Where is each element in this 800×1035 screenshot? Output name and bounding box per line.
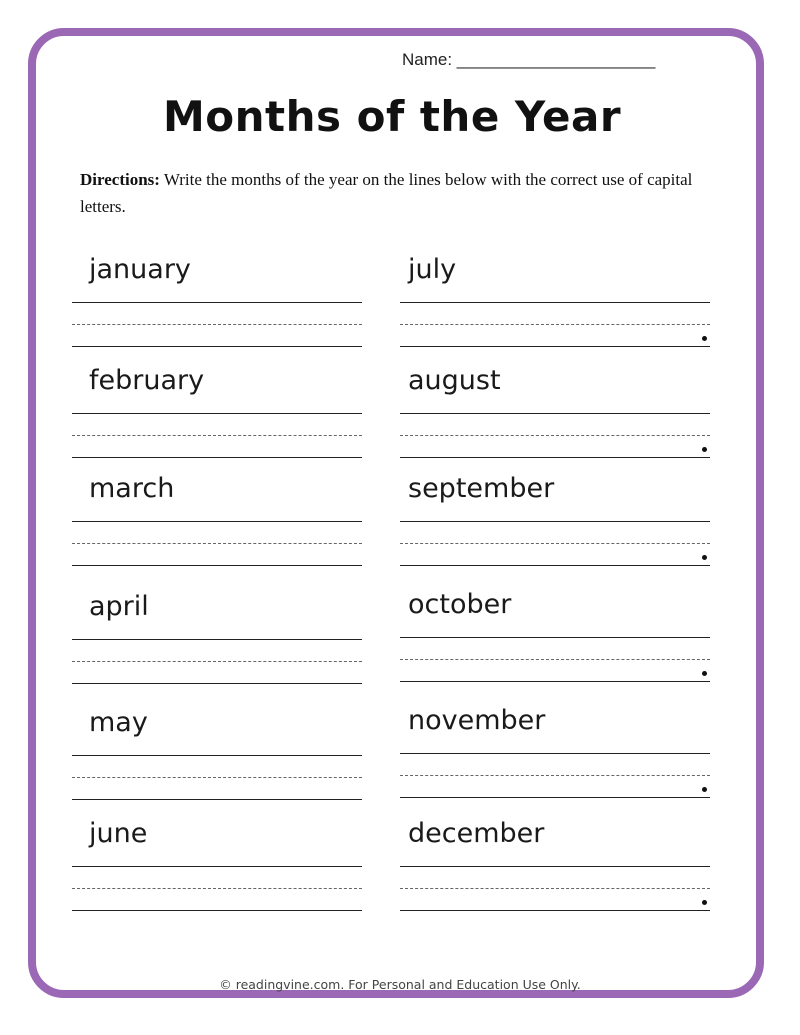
writing-line-top[interactable] xyxy=(400,413,710,414)
writing-line-middle[interactable] xyxy=(400,888,710,889)
writing-line-middle[interactable] xyxy=(400,775,710,776)
month-word: february xyxy=(89,365,205,396)
directions-body: Write the months of the year on the lines below with the correct use of capital letters. xyxy=(80,170,693,216)
period-dot xyxy=(702,447,707,452)
writing-line-top[interactable] xyxy=(72,639,362,640)
writing-line-bottom[interactable] xyxy=(400,910,710,911)
writing-line-top[interactable] xyxy=(72,413,362,414)
month-word: april xyxy=(89,591,149,622)
writing-line-top[interactable] xyxy=(400,637,710,638)
page-title: Months of the Year xyxy=(162,92,622,141)
name-field[interactable]: Name: _____________________ xyxy=(402,50,656,69)
writing-line-middle[interactable] xyxy=(400,324,710,325)
month-word: march xyxy=(89,473,175,504)
writing-line-top[interactable] xyxy=(400,521,710,522)
writing-line-middle[interactable] xyxy=(72,435,362,436)
directions-label: Directions: xyxy=(80,170,160,189)
month-word: january xyxy=(89,254,191,285)
writing-line-middle[interactable] xyxy=(72,777,362,778)
period-dot xyxy=(702,900,707,905)
month-word: october xyxy=(408,589,512,620)
period-dot xyxy=(702,555,707,560)
writing-line-top[interactable] xyxy=(400,302,710,303)
writing-line-bottom[interactable] xyxy=(72,910,362,911)
writing-line-bottom[interactable] xyxy=(400,457,710,458)
writing-line-bottom[interactable] xyxy=(400,797,710,798)
writing-line-top[interactable] xyxy=(72,866,362,867)
period-dot xyxy=(702,787,707,792)
period-dot xyxy=(702,671,707,676)
month-word: june xyxy=(89,818,148,849)
writing-line-top[interactable] xyxy=(400,866,710,867)
copyright-footer: © readingvine.com. For Personal and Education Use Only. xyxy=(219,977,581,992)
writing-line-middle[interactable] xyxy=(400,543,710,544)
month-word: august xyxy=(408,365,501,396)
month-word: september xyxy=(408,473,555,504)
writing-line-bottom[interactable] xyxy=(72,346,362,347)
writing-line-bottom[interactable] xyxy=(400,565,710,566)
writing-line-middle[interactable] xyxy=(72,543,362,544)
writing-line-bottom[interactable] xyxy=(72,565,362,566)
month-word: november xyxy=(408,705,546,736)
month-word: may xyxy=(89,707,148,738)
writing-line-bottom[interactable] xyxy=(72,799,362,800)
writing-line-top[interactable] xyxy=(72,302,362,303)
period-dot xyxy=(702,336,707,341)
writing-line-top[interactable] xyxy=(72,521,362,522)
writing-line-middle[interactable] xyxy=(400,435,710,436)
writing-line-middle[interactable] xyxy=(72,661,362,662)
writing-line-top[interactable] xyxy=(400,753,710,754)
writing-line-middle[interactable] xyxy=(400,659,710,660)
writing-line-top[interactable] xyxy=(72,755,362,756)
writing-line-bottom[interactable] xyxy=(72,683,362,684)
month-word: december xyxy=(408,818,545,849)
month-word: july xyxy=(408,254,457,285)
writing-line-bottom[interactable] xyxy=(72,457,362,458)
writing-line-bottom[interactable] xyxy=(400,346,710,347)
writing-line-middle[interactable] xyxy=(72,888,362,889)
writing-line-middle[interactable] xyxy=(72,324,362,325)
writing-line-bottom[interactable] xyxy=(400,681,710,682)
directions-text xyxy=(80,166,720,220)
